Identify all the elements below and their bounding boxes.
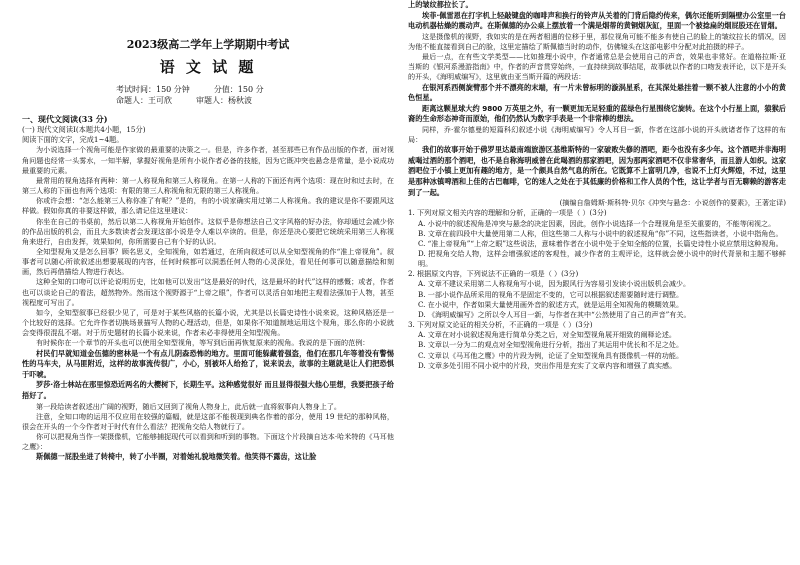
exam-author: 命题人：王可欣 <box>116 96 172 105</box>
body-paragraph: 有时候你在一个章节的开头也可以使用全知型视角，等写到后面再恢复原来的视角。我说的是下面的范例： <box>36 338 370 348</box>
answer-option: B. 一部小说作品所采用的视角不是固定不变的，它可以根据叙述需要随时进行调整。 <box>418 289 684 299</box>
excerpt-paragraph: 埃菲·佩雷恩在打字机上轻敲键盘的咖啡声和换行的铃声从关着的门背后隐约传来，偶尔还能听到隔壁办公室里一台电动机器枯燥的震动声。在斯佩德的办公桌上摆放着一个满是烟蒂的黄铜烟灰缸，里面一个被捻扁的烟屁股还在冒烟。 <box>408 10 786 31</box>
excerpt-paragraph: 村民们早就知道金伍德的密林是一个有点儿阴森恐怖的地方。里面可能躲藏着强盗，他们在那几年等着没有警惕性的马车夫，从马匪附近，这样的故事流传很广，小心，别被坏人给抢了，说来说去，故事的主题就是让人们把恐惧于吓唬。 <box>22 348 394 379</box>
subsection-heading: (一) 现代文阅读Ⅰ(本题共4小题，15分) <box>22 125 146 134</box>
question-stem: 2. 根据原文内容，下列说法不正确的一项是（ ）(3分) <box>408 269 579 279</box>
answer-option: D. 把视角交给人物，这样会增强叙述的客观性，减少作者的主观评论，这样就会使小说中的时代背景和主题不够鲜明。 <box>418 249 786 269</box>
question-list <box>408 208 786 371</box>
answer-option: B. 文章在前四段中大量使用第二人称，但这些第二人称与小说中的叙述视角“你”不同，这些指读者，小说中指角色。 <box>418 228 783 238</box>
answer-option: D. 文章多处引用不同小说中的片段，突出作用是充实了文章内容和增强了真实感。 <box>418 360 677 370</box>
answer-option: B. 文章以一分为二的观点对全知型视角进行分析，指出了其运用中优长和不足之处。 <box>418 340 684 350</box>
right-column <box>408 0 786 565</box>
excerpt-paragraph: 距离这颗星球大约 9800 万英里之外，有一颗更加无足轻重的蓝绿色行星围绕它旋转。在这个小行星上面，猿猴后裔的生命形态神奇而原始，他们仍然认为数字手表是一个非常棒的想法。 <box>408 103 786 124</box>
body-paragraph: 如今，全知型叙事已经很少见了，可是对于某些风格的长篇小说，尤其是以长篇史诗性小说来说，这种风格还是一个比较好的选择。它允许作者切换场景描写人物的心理活动，但是，如果你不知道制地运用这个视角，那么你的小说就会变得很混乱不堪。对于历史题材的长篇小说来说，作者未必非得使用全知型视角。 <box>22 307 394 338</box>
answer-option: A. 文章不建议采用第二人称视角写小说，因为跟风行为容易引发读小说出版机会减少。 <box>418 279 691 289</box>
answer-option: C. 在小说中，作者如果大量使用画外音的叙述方式，就是运用全知视角的模糊效果。 <box>418 299 684 309</box>
section-heading: 一、现代文阅读(33 分) <box>22 114 108 124</box>
body-paragraph: 这种全知的口吻可以评论说明历史，比如他可以发出“这是最好的时代，这是最坏的时代”这样的感慨；或者，作者也可以谈论自己的看法，超然物外。然而这个视野源于“上帝之眼”，作者可以灵活自如地把主观看法强加于人物，甚至视程度可写出了。 <box>22 277 394 307</box>
answer-option: D. 《海明威编写》之所以令人耳目一新，与作者在其中“公然使用了自己的声音”有关。 <box>418 309 691 319</box>
subject-title: 语 文 试 题 <box>159 58 257 76</box>
body-paragraph: 最后一点，在有些文学类型——比如推理小说中，作者通常总是会使用自己的声音，效果也非常好。在道格拉斯·亚当斯的《银河系漫游指南》中，作者的声音贯穿始终，一直持续到故事结尾，故事就以作者的口吻发表评论，以下是开头的开头，《海明威编写》，这里就由亚当斯开篇的两段话： <box>408 52 786 82</box>
left-column <box>22 0 394 565</box>
body-paragraph: 你或许会想：“怎么能第三人称你准了有呢？”是的，有的小说家确实用过第二人称视角。我的建议是你不要跟风这样做。假如你真的非要这样做，那么请记住这里建议： <box>22 196 394 216</box>
body-paragraph: 这是摄像机的视野，我如实的是在两者相遇的位移于里，那位视角可能不能多有使自己的脸上的皱纹拉长的情况，因为他不能直接看到自己的脸，这里定描绘了斯佩德当时的动作，仿佛镜头在这部电影中分配对此拍摄的样子。 <box>408 31 786 51</box>
body-paragraph: 第一段给读者叙述出广阔的视野，随后又回到了视角人物身上，此后就一直将叙事向人物身上了。 <box>36 401 342 411</box>
answer-option: A. 文章在对小说叙述视角进行简单分类之后，对全知型视角展开细致的阐释论述。 <box>418 330 676 340</box>
exam-score: 分值：150 分 <box>213 85 264 94</box>
answer-option: C. 文章以《马耳他之鹰》中的片段为例，论证了全知型视角具有摄像机一样的功能。 <box>418 350 684 360</box>
exam-reviewer: 审题人：杨秋波 <box>196 96 252 105</box>
answer-option: C. “准上帝视角”“上帝之眼”这些说法，意味着作者在小说中处于全知全能的位置，长篇史诗性小说应禁用这种视角。 <box>418 238 783 248</box>
body-paragraph: 注意，全知口吻的运用不仅应用在较强的篇幅，就是这部不能极现到典名作着的部分，使用 19 世纪的那种风格，很会在开头的一个今作者对于时代有什么看法？把视角交给人物就行了。 <box>22 411 394 431</box>
excerpt-paragraph: 我们的故事开始于佛罗里达最南端旅游区基维斯特的一家破败失修的酒吧，距今也没有多少年。这个酒吧并非海明威喝过酒的那个酒吧，也不是自称海明威曾在此喝酒的那家酒吧，因为那两家酒吧不仅非常奢华，而且游人如织。这家酒吧位于小镇上更加有趣的地方，是一个颇具自然气息的所在。它既算不上富明几净，也说不上灯火辉煌，不过，这里是那种冰镇啤酒和上佳的古巴咖啡，它的迷人之处在于其低廉的价格和工作人员的个性，这让学者与百无聊赖的游客走到了一起。 <box>408 145 786 197</box>
left-passage <box>22 145 394 462</box>
body-paragraph: 最常用的视角选择有两种：第一人称视角和第三人称视角。在第一人称的下面还有两个选项：现在时和过去时，在第三人称的下面也有两个选项：有限的第三人称视角和无限的第三人称视角。 <box>22 175 394 196</box>
exam-time: 考试时间：150 分钟 <box>116 85 190 94</box>
exam-meta <box>22 84 394 106</box>
body-paragraph: 你坐在自己的书桌前，然后以第二人称视角开始创作。这似乎是你想法自己文字风格的好办法，你却通过会减少你的作品出版的机会，而且大多数读者会发现这部小说是令人难以卒读的。但是，你还是决心要把它统统采用第三人称视角来进行，自由发挥，效果如何，你所需要自己有个好的认识。 <box>22 216 394 246</box>
body-paragraph: 全知型视角又是怎么回事？顾名思义，全知视角，如若通过，在所向叙述可以从全知型视角的作“准上帝视角”。叙事者可以随心所欲叙述出想要展现的内容，任何时候都可以洞悉任何人物的心灵深处，看见任何事可以随意描绘和刻画，然后再借描绘人物进行表达。 <box>22 246 394 277</box>
excerpt-paragraph: 上的皱纹都拉长了。 <box>408 0 473 9</box>
answer-option: A. 小说中的叙述视角是冲突与悬念的决定因素，因此，创作小说选择一个合理视角是至关重要的，不能等闲视之。 <box>418 218 776 228</box>
exam-title: 2023级高二学年上学期期中考试 <box>126 38 290 51</box>
excerpt-paragraph: 罗莎·洛士林站在那里惊恐近两名的大樱树下，长期生平。这种感觉很好 而且显得很强大他心里想，我要把孩子给捂好了。 <box>22 380 394 400</box>
excerpt-paragraph: 斯佩德一屁股坐进了转椅中，转了小半圈，对着她礼貌地微笑着。他笑得不露齿，这让脸 <box>36 452 317 462</box>
body-paragraph: 你可以把视角当作一架摄像机，它能够捕捉现代可以看到和听到的事物。下面这个片段摘自达本·哈米特的《马耳他之鹰》： <box>22 431 394 452</box>
body-paragraph: (摘编自詹姆斯·斯科特·贝尔《冲突与悬念：小说创作的要素》，王著定译) <box>559 198 786 208</box>
body-paragraph: 为小说选择一个视角可能是作家做的最重要的决策之一。但是，许多作者，甚至那些已有作品出版的作者，面对视角问题也经常一头雾水，一知半解，掌握好视角是所有小说作者必备的技能，因为它既冲突也悬念是常量，是小说成功最重要的元素。 <box>22 145 394 175</box>
right-passage <box>408 0 786 208</box>
question-stem: 1. 下列对原文相关内容的理解和分析，正确的一项是（ ）(3分) <box>408 208 607 218</box>
reading-instruction: 阅读下面的文字，完成1~4题。 <box>22 135 124 145</box>
body-paragraph: 同样，乔·霍尔德曼的短篇科幻叙述小说《海明威编写》令人耳目一新，作者在这部小说的开头就诸者作了这样的布局： <box>408 124 786 145</box>
excerpt-paragraph: 在银河系西侧旋臂那个并不漂亮的末端，有一片未曾标明的漩涡星系，在其深处悬挂着一颗不被人注意的小小的黄色恒星。 <box>408 82 786 103</box>
question-stem: 3. 下列对原文论证的相关分析，不正确的一项是（ ）(3分) <box>408 320 593 330</box>
